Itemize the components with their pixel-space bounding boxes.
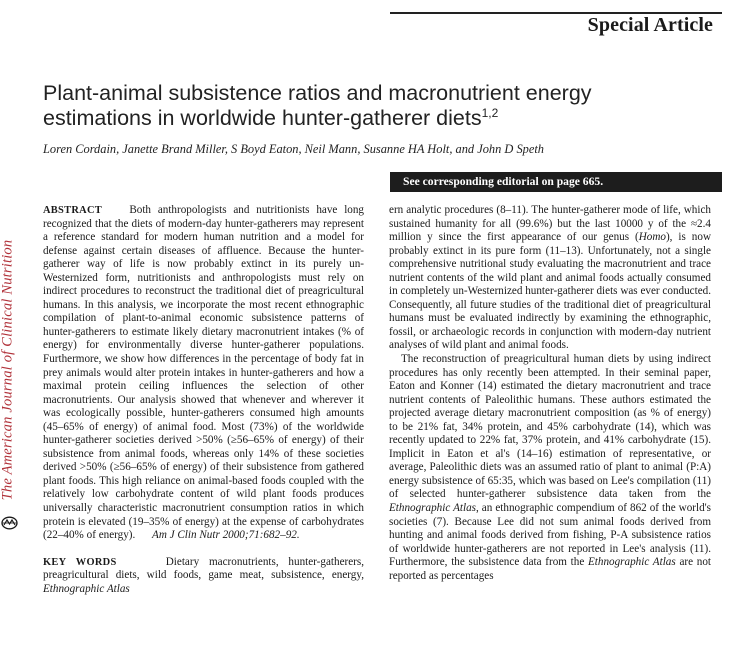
body-paragraph-2-rest: , an ethnographic compendium of 862 of the world's societies (7). Because Lee did not sum animal foods derived from hunting and animal foods derived from fishing, P-A subsistence ratios of worldwide hunter-gatherers are not reported in Lee's analysis (11). Furthermore, the subsistence data from the <box>389 502 711 569</box>
section-label: Special Article <box>587 14 713 36</box>
author-list: Loren Cordain, Janette Brand Miller, S Boyd Eaton, Neil Mann, Susanne HA Holt, and John D Speth <box>43 142 544 156</box>
right-column <box>389 204 711 583</box>
journal-emblem-icon <box>1 516 18 530</box>
title-footnote-marks: 1,2 <box>481 105 499 120</box>
body-paragraph-1 <box>389 204 711 353</box>
keywords-text: Dietary macronutrients, hunter-gatherers, preagricultural diets, wild foods, game meat, subsistence, energy, <box>43 555 364 582</box>
keywords-italic-term: Ethnographic Atlas <box>43 582 130 595</box>
abstract-paragraph <box>43 204 364 543</box>
genus-name: Homo <box>638 231 666 244</box>
journal-vertical-title <box>0 235 16 505</box>
body-paragraph-1-rest: ), is now probably extinct in its pure form (11–13). Unfortunately, not a single comprehensive nutritional study evaluating the macronutrient and trace nutrient contents of the wild plant and animal foods actually consumed in completely un-Westernized hunter-gatherer diets was ever conducted. Consequently, all future studies of the traditional diet of preagricultural humans must be evaluated indirectly by examining the ethnographic, fossil, or archaeologic records in conjunction with modern-day nutrient analyses of wild plant and animal foods. <box>389 231 711 352</box>
abstract-citation: Am J Clin Nutr 2000;71:682–92. <box>152 529 300 542</box>
editorial-banner-text[interactable]: See corresponding editorial on page 665. <box>403 175 604 188</box>
keywords-paragraph <box>43 556 364 597</box>
journal-vertical-text: The American Journal of Clinical Nutrition <box>0 239 16 501</box>
body-paragraph-2-end: are not reported as percentages <box>389 556 711 582</box>
article-title-text: Plant-animal subsistence ratios and macronutrient energy estimations in worldwide hunter-gatherer diets <box>43 81 592 130</box>
abstract-text: Both anthropologists and nutritionists have long recognized that the diets of modern-day hunter-gatherers may represent a reference standard for modern human nutrition and a model for defense against certain diseases of affluence. Because the hunter-gatherer way of life is now probably extinct in its purely un-Westernized form, nutritionists and anthropologists must rely on indirect procedures to reconstruct the traditional diet of preagricultural humans. In this analysis, we incorporate the most recent ethnographic compilation of plant-to-animal economic subsistence patterns of hunter-gatherers to estimate likely dietary macronutrient intakes (% of energy) for environmentally diverse hunter-gatherer populations. Furthermore, we show how differences in the percentage of body fat in prey animals would alter protein intakes in hunter-gatherers and how a maximal protein ceiling influences the selection of other macronutrients. Our analysis showed that whenever and wherever it was ecologically possible, hunter-gatherers consumed high amounts (45–65% of energy) of animal food. Most (73%) of the worldwide hunter-gatherer societies derived >50% (≥56–65% of energy) of their subsistence from animal foods, whereas only 14% of these societies derived >50% (≥56–65% of energy) of their subsistence from gathered plant foods. This high reliance on animal-based foods coupled with the relatively low carbohydrate content of wild plant foods produces universally characteristic macronutrient consumption ratios in which protein is elevated (19–35% of energy) at the expense of carbohydrates (22–40% of energy). <box>43 204 365 542</box>
body-paragraph-2-text: The reconstruction of preagricultural human diets by using indirect procedures has only recently been attempted. In their seminal paper, Eaton and Konner (14) estimated the dietary macronutrient and trace nutrient contents of Paleolithic humans. These authors estimated the projected average dietary macronutrient composition (as % of energy) to be 21% fat, 34% protein, and 45% carbohydrate (14), which was recently updated to 22% fat, 37% protein, and 41% carbohydrate (15). Implicit in Eaton et al's (14–16) estimation of representative, or average, Paleolithic diets was an assumed ratio of plant to animal (P:A) energy subsistence of 65:35, which was based on Lee's compilation (11) of selected hunter-gatherer subsistence data taken from the <box>389 353 711 501</box>
ethnographic-atlas-ref: Ethnographic Atlas <box>389 502 476 515</box>
ethnographic-atlas-ref-2: Ethnographic Atlas <box>588 556 676 569</box>
editorial-banner[interactable] <box>390 172 722 192</box>
body-paragraph-2 <box>389 353 711 583</box>
body-paragraph-1-text: ern analytic procedures (8–11). The hunter-gatherer mode of life, which sustained humanity for all (99.6%) but the last 10000 y of the ≈2.4 million y since the first appearance of our genus ( <box>389 204 711 244</box>
left-column <box>43 204 364 596</box>
keywords-label: KEY WORDS <box>43 556 117 568</box>
article-title <box>43 81 683 131</box>
abstract-label: ABSTRACT <box>43 205 102 216</box>
